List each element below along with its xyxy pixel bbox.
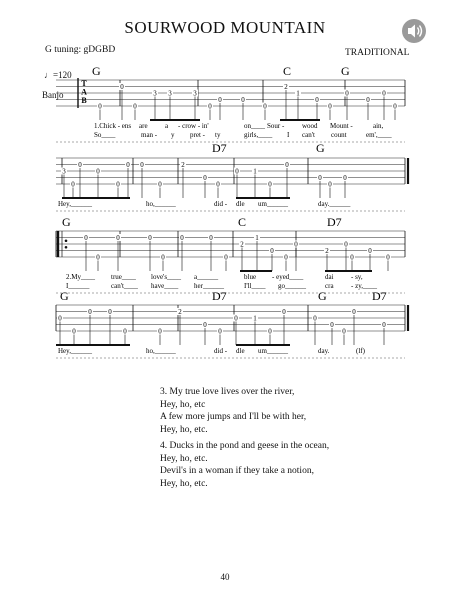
verse-line: Hey, ho, etc. bbox=[160, 424, 208, 435]
chord-symbol: D7 bbox=[372, 289, 387, 303]
fret-number: 0 bbox=[234, 314, 238, 323]
fret-number: 0 bbox=[285, 161, 289, 170]
chord-symbol: D7 bbox=[212, 141, 227, 155]
chord-symbol: C bbox=[238, 215, 247, 229]
tuning-label: G tuning: gDGBD bbox=[45, 45, 116, 55]
tab-clef-letter: B bbox=[81, 96, 87, 105]
verse-line: 3. My true love lives over the river, bbox=[160, 387, 295, 397]
fret-number: 0 bbox=[98, 102, 102, 111]
lyric-syllable: - crow - in' bbox=[178, 122, 209, 130]
verse-3 bbox=[160, 386, 306, 436]
verse-line: Hey, ho, etc. bbox=[160, 453, 208, 464]
lyric-syllable: love's____ bbox=[151, 273, 182, 281]
fret-number: 0 bbox=[366, 96, 370, 105]
verse-line: Hey, ho, etc bbox=[160, 399, 206, 410]
fret-number: 0 bbox=[72, 327, 76, 336]
fret-number: 3 bbox=[153, 89, 157, 98]
fret-number: 0 bbox=[84, 234, 88, 243]
fret-number: 0 bbox=[328, 102, 332, 111]
fret-number: 0 bbox=[216, 180, 220, 189]
lyric-syllable: dai bbox=[325, 273, 334, 281]
lyric-syllable: - zy,____ bbox=[351, 282, 377, 290]
fret-number: 2 bbox=[240, 240, 244, 249]
verse-4 bbox=[160, 440, 329, 490]
fret-number: 0 bbox=[126, 161, 130, 170]
fret-number: 0 bbox=[393, 102, 397, 111]
fret-number: 0 bbox=[71, 180, 75, 189]
lyric-syllable: did - bbox=[214, 200, 228, 208]
chord-symbol: D7 bbox=[212, 289, 227, 303]
fret-number: 0 bbox=[203, 174, 207, 183]
lyric-syllable: wood bbox=[302, 122, 318, 130]
fret-number: 1 bbox=[296, 89, 300, 98]
fret-number: 0 bbox=[58, 314, 62, 323]
lyric-syllable: true____ bbox=[111, 273, 136, 281]
lyric-syllable: - eyed____ bbox=[272, 273, 304, 281]
fret-number: 0 bbox=[208, 102, 212, 111]
lyric-syllable: go______ bbox=[278, 282, 306, 290]
lyric-syllable: a bbox=[165, 122, 169, 130]
fret-number: 0 bbox=[344, 240, 348, 249]
verse-line: A few more jumps and I'll be with her, bbox=[160, 412, 307, 422]
lyric-syllable: um______ bbox=[258, 347, 288, 355]
lyric-syllable: cra bbox=[325, 282, 334, 290]
lyric-syllable: em',____ bbox=[366, 131, 392, 139]
fret-number: 0 bbox=[209, 234, 213, 243]
tab-clef-letter: T bbox=[81, 79, 87, 88]
fret-number: 0 bbox=[140, 161, 144, 170]
lyric-syllable: dle bbox=[236, 200, 245, 208]
fret-number: 0 bbox=[203, 321, 207, 330]
fret-number: 0 bbox=[294, 240, 298, 249]
lyric-syllable: Mount - bbox=[330, 122, 353, 130]
fret-number: 0 bbox=[382, 321, 386, 330]
fret-number: 0 bbox=[315, 96, 319, 105]
lyric-syllable: Hey,______ bbox=[58, 200, 92, 208]
lyric-syllable: day.______ bbox=[318, 200, 351, 208]
lyric-syllable: man - bbox=[141, 131, 158, 139]
fret-number: 0 bbox=[263, 102, 267, 111]
fret-number: 0 bbox=[352, 308, 356, 317]
fret-number: 0 bbox=[386, 253, 390, 262]
fret-number: 0 bbox=[108, 308, 112, 317]
chord-symbol: G bbox=[341, 64, 350, 78]
lyric-syllable: have____ bbox=[151, 282, 179, 290]
tab-clef-letter: A bbox=[81, 87, 87, 97]
fret-number: 0 bbox=[241, 96, 245, 105]
lyric-syllable: her______ bbox=[194, 282, 224, 290]
lyric-syllable: - sy, bbox=[351, 273, 363, 281]
fret-number: 0 bbox=[148, 234, 152, 243]
fret-number: 0 bbox=[343, 174, 347, 183]
fret-number: 0 bbox=[270, 247, 274, 256]
fret-number: 0 bbox=[96, 167, 100, 176]
fret-number: 2 bbox=[181, 161, 185, 170]
lyric-syllable: can't bbox=[302, 131, 315, 139]
lyric-syllable: I______ bbox=[66, 282, 90, 290]
fret-number: 0 bbox=[96, 253, 100, 262]
lyric-syllable: 2.My____ bbox=[66, 273, 95, 281]
fret-number: 0 bbox=[268, 180, 272, 189]
fret-number: 1 bbox=[253, 314, 257, 323]
lyric-syllable: y bbox=[171, 131, 175, 139]
page-title: SOURWOOD MOUNTAIN bbox=[124, 18, 326, 37]
lyric-syllable: Sour - bbox=[267, 122, 285, 130]
lyric-syllable: on____ bbox=[244, 122, 265, 130]
chord-symbol: G bbox=[318, 289, 327, 303]
fret-number: 0 bbox=[158, 327, 162, 336]
fret-number: 0 bbox=[161, 253, 165, 262]
fret-number: 2 bbox=[178, 308, 182, 317]
composer-label: TRADITIONAL bbox=[345, 48, 410, 58]
lyric-syllable: I'll____ bbox=[244, 282, 266, 290]
fret-number: 0 bbox=[313, 314, 317, 323]
chord-symbol: G bbox=[316, 141, 325, 155]
fret-number: 0 bbox=[180, 234, 184, 243]
lyric-syllable: 1.Chick - ens bbox=[94, 122, 132, 130]
lyric-syllable: (lf) bbox=[356, 347, 365, 355]
fret-number: 0 bbox=[123, 327, 127, 336]
fret-number: 0 bbox=[116, 234, 120, 243]
repeat-dot bbox=[65, 246, 68, 249]
lyric-syllable: um______ bbox=[258, 200, 288, 208]
fret-number: 0 bbox=[235, 167, 239, 176]
chord-symbol: G bbox=[62, 215, 71, 229]
chord-symbol: G bbox=[92, 64, 101, 78]
lyric-syllable: I bbox=[287, 131, 290, 139]
fret-number: 1 bbox=[255, 234, 259, 243]
fret-number: 3 bbox=[62, 167, 66, 176]
lyric-syllable: ain, bbox=[373, 122, 384, 130]
fret-number: 0 bbox=[328, 180, 332, 189]
lyric-syllable: dle bbox=[236, 347, 245, 355]
lyric-syllable: Hey,______ bbox=[58, 347, 92, 355]
tempo-marking: ♩=120 bbox=[44, 70, 72, 80]
fret-number: 0 bbox=[284, 253, 288, 262]
chord-symbol: C bbox=[283, 64, 292, 78]
fret-number: 0 bbox=[345, 89, 349, 98]
fret-number: 1 bbox=[253, 167, 257, 176]
fret-number: 0 bbox=[382, 89, 386, 98]
fret-number: 0 bbox=[78, 161, 82, 170]
lyric-syllable: girls,____ bbox=[244, 131, 273, 139]
lyric-syllable: day. bbox=[318, 347, 330, 355]
chord-symbol: D7 bbox=[327, 215, 342, 229]
verse-line: 4. Ducks in the pond and geese in the ocean, bbox=[160, 441, 330, 451]
lyric-syllable: ho,______ bbox=[146, 200, 176, 208]
instrument-label: Banjo bbox=[42, 90, 64, 100]
fret-number: 0 bbox=[158, 180, 162, 189]
fret-number: 0 bbox=[318, 174, 322, 183]
lyric-syllable: pret - bbox=[190, 131, 205, 139]
fret-number: 0 bbox=[88, 308, 92, 317]
lyric-syllable: So____ bbox=[94, 131, 116, 139]
chord-symbol: G bbox=[60, 289, 69, 303]
lyric-syllable: can't____ bbox=[111, 282, 138, 290]
fret-number: 0 bbox=[120, 83, 124, 92]
lyric-syllable: are bbox=[139, 122, 148, 130]
fret-number: 0 bbox=[350, 253, 354, 262]
lyric-syllable: blue bbox=[244, 273, 257, 281]
fret-number: 2 bbox=[325, 247, 329, 256]
lyric-syllable: did - bbox=[214, 347, 228, 355]
fret-number: 0 bbox=[268, 327, 272, 336]
fret-number: 0 bbox=[282, 308, 286, 317]
verse-line: Hey, ho, etc. bbox=[160, 478, 208, 489]
lyric-syllable: ty bbox=[215, 131, 221, 139]
fret-number: 2 bbox=[284, 83, 288, 92]
verse-line: Devil's in a woman if they take a notion, bbox=[160, 466, 314, 476]
fret-number: 3 bbox=[168, 89, 172, 98]
page-number: 40 bbox=[220, 572, 230, 582]
fret-number: 0 bbox=[342, 327, 346, 336]
lyric-syllable: a______ bbox=[194, 273, 219, 281]
fret-number: 0 bbox=[116, 180, 120, 189]
lyric-syllable: ho,______ bbox=[146, 347, 176, 355]
fret-number: 0 bbox=[133, 102, 137, 111]
lyric-syllable: count bbox=[331, 131, 347, 139]
fret-number: 0 bbox=[368, 247, 372, 256]
fret-number: 3 bbox=[193, 89, 197, 98]
fret-number: 0 bbox=[218, 96, 222, 105]
fret-number: 0 bbox=[330, 321, 334, 330]
repeat-dot bbox=[65, 239, 68, 242]
fret-number: 0 bbox=[218, 327, 222, 336]
fret-number: 0 bbox=[224, 253, 228, 262]
